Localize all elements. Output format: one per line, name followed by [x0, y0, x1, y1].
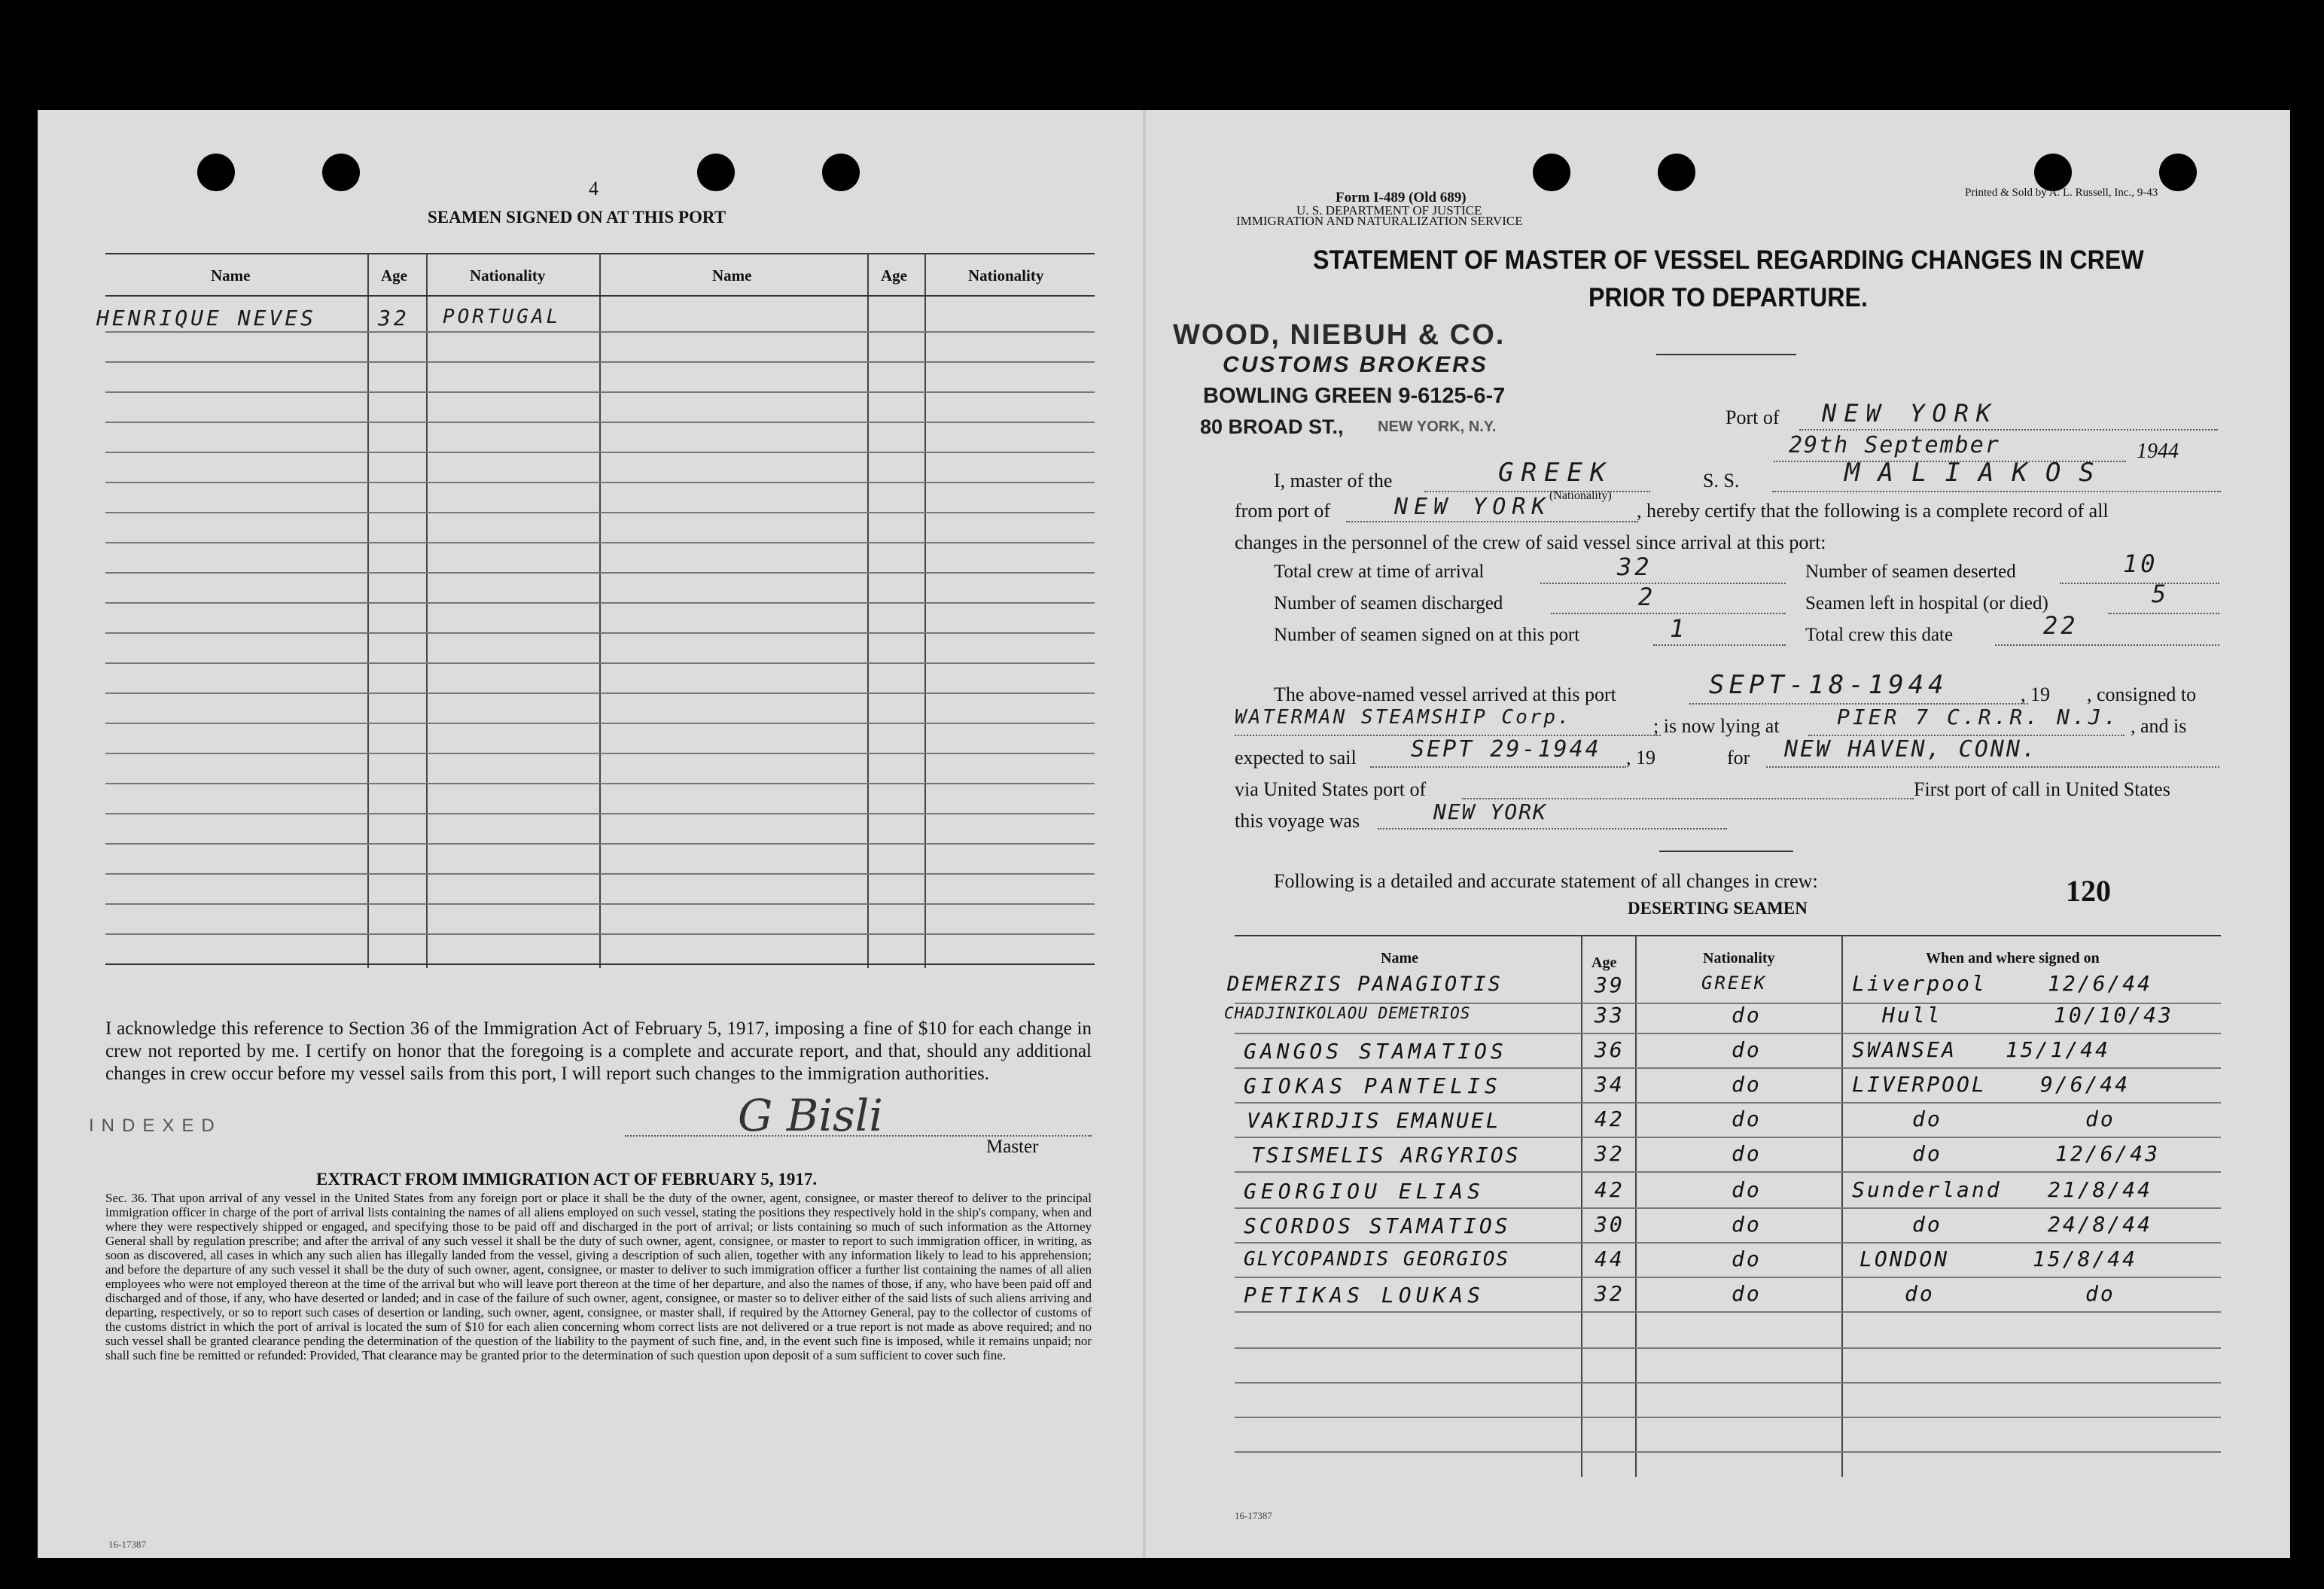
voyage-value: NEW YORK: [1433, 799, 1547, 824]
deserter-nationality: do: [1732, 1177, 1762, 1202]
deserter-age: 32: [1595, 1141, 1625, 1166]
deserter-when: 9/6/44: [2040, 1072, 2131, 1097]
deserter-where: do: [1912, 1141, 1942, 1166]
col-header-name: Name: [1381, 950, 1418, 966]
signed-on-value: 1: [1670, 614, 1688, 643]
for-value: NEW HAVEN, CONN.: [1784, 736, 2038, 763]
deserter-name: GANGOS STAMATIOS: [1244, 1039, 1507, 1064]
consigned-label: , consigned to: [2087, 683, 2197, 705]
left-page-title: SEAMEN SIGNED ON AT THIS PORT: [428, 208, 726, 227]
deserter-name: TSISMELIS ARGYRIOS: [1251, 1143, 1521, 1167]
deserter-age: 42: [1595, 1107, 1625, 1131]
statement-title-1: STATEMENT OF MASTER OF VESSEL REGARDING CHANGES IN CREW: [1313, 245, 2144, 275]
lying-value: PIER 7 C.R.R. N.J.: [1837, 705, 2120, 729]
page-fold: [1143, 110, 1146, 1558]
deserter-age: 32: [1595, 1281, 1625, 1306]
title-rule: [1656, 354, 1796, 355]
deserter-name: PETIKAS LOUKAS: [1244, 1283, 1485, 1307]
statement-title-2: PRIOR TO DEPARTURE.: [1588, 283, 1868, 312]
punch-hole: [197, 154, 235, 191]
arrived-value: SEPT-18-1944: [1709, 670, 1948, 700]
deserter-nationality: do: [1732, 1281, 1762, 1306]
seamen-signed-on-table: [96, 253, 1095, 968]
arrived-label: The above-named vessel arrived at this port: [1274, 683, 1616, 705]
broker-stamp-line2: CUSTOMS BROKERS: [1223, 352, 1488, 377]
deserted-value: 10: [2123, 549, 2158, 578]
punch-hole: [2034, 154, 2072, 191]
expected-value: SEPT 29-1944: [1411, 736, 1601, 763]
index-stamp: INDEXED: [89, 1116, 222, 1136]
deserter-where: do: [1912, 1212, 1942, 1237]
deserter-name: DEMERZIS PANAGIOTIS: [1227, 973, 1503, 996]
broker-stamp-line1: WOOD, NIEBUH & CO.: [1173, 319, 1506, 351]
expected-label: expected to sail: [1235, 747, 1357, 769]
total-crew-arrival-label: Total crew at time of arrival: [1274, 562, 1485, 582]
deserter-where: do: [1905, 1281, 1935, 1306]
deserter-where: SWANSEA: [1852, 1037, 1957, 1062]
punch-hole: [2159, 154, 2197, 191]
signed-on-name: HENRIQUE NEVES: [96, 306, 317, 330]
printer-credit: Printed & Sold by A. L. Russell, Inc., 9-43: [1965, 187, 2158, 199]
deserter-age: 30: [1595, 1212, 1625, 1237]
port-value: NEW YORK: [1822, 399, 1999, 428]
deserter-nationality: do: [1732, 1212, 1762, 1237]
col-header-when-where: When and where signed on: [1926, 950, 2100, 966]
deserter-when: 15/8/44: [2033, 1247, 2138, 1271]
signed-on-age: 32: [378, 306, 410, 330]
broker-stamp-line3: BOWLING GREEN 9-6125-6-7: [1203, 384, 1506, 408]
total-today-label: Total crew this date: [1805, 625, 1954, 645]
from-port-value: NEW YORK: [1394, 494, 1552, 520]
consignee-value: WATERMAN STEAMSHIP Corp.: [1235, 706, 1572, 729]
and-is-label: , and is: [2131, 715, 2187, 737]
deserter-age: 34: [1595, 1072, 1625, 1097]
deserter-name: GEORGIOU ELIAS: [1244, 1179, 1485, 1204]
master-signature: G Bisli: [738, 1090, 883, 1141]
deserter-name: GIOKAS PANTELIS: [1244, 1073, 1502, 1098]
deserter-when: 12/6/43: [2055, 1141, 2161, 1166]
deserter-where: Hull: [1882, 1003, 1942, 1027]
voyage-label: this voyage was: [1235, 810, 1360, 832]
deserter-name: VAKIRDJIS EMANUEL: [1247, 1108, 1501, 1133]
punch-hole: [1658, 154, 1695, 191]
deserter-when: 21/8/44: [2048, 1177, 2153, 1202]
deserter-nationality: GREEK: [1701, 973, 1768, 994]
deserter-when: 24/8/44: [2048, 1212, 2153, 1237]
deserter-when: 12/6/44: [2048, 971, 2153, 996]
first-port-label: First port of call in United States: [1914, 778, 2170, 800]
deserter-nationality: do: [1732, 1003, 1762, 1027]
certify-text-2: changes in the personnel of the crew of said vessel since arrival at this port:: [1235, 531, 1826, 553]
total-crew-arrival: 32: [1617, 552, 1652, 581]
punch-hole: [697, 154, 735, 191]
col-header-age: Age: [381, 266, 407, 285]
certify-text: , hereby certify that the following is a complete record of all: [1637, 500, 2109, 522]
deserter-name: SCORDOS STAMATIOS: [1244, 1213, 1511, 1238]
master-label: Master: [986, 1137, 1039, 1157]
deserter-when: 10/10/43: [2054, 1003, 2173, 1027]
deserter-nationality: do: [1732, 1141, 1762, 1166]
vessel-name: MALIAKOS: [1844, 458, 2112, 488]
broker-stamp-line5: NEW YORK, N.Y.: [1378, 419, 1497, 435]
nationality-caption: (Nationality): [1549, 489, 1612, 502]
discharged-label: Number of seamen discharged: [1274, 593, 1503, 613]
hospital-value: 5: [2152, 580, 2170, 608]
deserter-when: do: [2085, 1107, 2115, 1131]
col-header-nationality-2: Nationality: [968, 266, 1044, 285]
extract-text: Sec. 36. That upon arrival of any vessel in the United States from any foreign port or place it shall be the duty of the owner, agent, consignee, or master thereof to deliver to the principal immigration officer in charge of the port of arrival lists containing the names of all aliens employed on such vessel, stating the positions they respectively hold in the ship's company, when and where they were respectively shipped or engaged, and specifying those to be paid off and discharged in the port of arrival; or lists containing so much of such information as the Attorney General shall by regulation prescribe; and after the arrival of any such vessel it shall be the duty of such owner, agent, consignee, or master to report to such immigration officer, in writing, as soon as discovered, all cases in which any such alien has illegally landed from the vessel, giving a description of such alien, together with any information likely to lead to his apprehension; and before the departure of any such vessel it shall be the duty of such owner, agent, consignee, or master to deliver to such immigration officer a further list containing the names of all alien employees who were not employed thereon at the time of the arrival but who will leave port thereon at the time of her departure, and also the names of those, if any, who have been paid off and discharged and of those, if any, who have deserted or landed; and in case of the failure of such owner, agent, consignee, or master so to deliver either of the said lists of such aliens arriving and departing, respectively, or so to report such cases of desertion or landing, such owner, agent, consignee, or master shall, if required by the Attorney General, pay to the collector of customs of the customs district in which the port of arrival is located the sum of $10 for each alien concerning whom correct lists are not delivered or a true report is not made as above required; and no such vessel shall be granted clearance pending the determination of the question of the liability to the payment of such fine, and, in the event such fine is imposed, while it remains unpaid; nor shall such fine be remitted or refunded: Provided, That clearance may be granted prior to the determination of such question upon deposit of a sum sufficient to cover such fine.: [105, 1191, 1092, 1362]
deserter-where: LIVERPOOL: [1852, 1072, 1987, 1097]
deserter-where: LONDON: [1860, 1247, 1950, 1271]
deserter-age: 36: [1595, 1037, 1625, 1062]
deserting-title: DESERTING SEAMEN: [1628, 899, 1808, 918]
count-stamp: 120: [2066, 874, 2111, 908]
deserter-age: 33: [1595, 1003, 1625, 1027]
from-port-label: from port of: [1235, 500, 1331, 522]
port-label: Port of: [1725, 406, 1780, 428]
deserting-seamen-table: [1224, 935, 2221, 1477]
col-header-nationality: Nationality: [1703, 950, 1775, 966]
discharged-value: 2: [1638, 583, 1656, 611]
master-of-label: I, master of the: [1274, 470, 1393, 492]
for-label: for: [1727, 747, 1750, 769]
lying-label: ; is now lying at: [1653, 715, 1780, 737]
deserter-where: Sunderland: [1852, 1177, 2002, 1202]
via-label: via United States port of: [1235, 778, 1427, 800]
broker-stamp-line4: 80 BROAD ST.,: [1200, 416, 1344, 438]
col-header-age: Age: [1591, 954, 1617, 971]
deserter-age: 42: [1595, 1177, 1625, 1202]
col-header-nationality: Nationality: [470, 266, 546, 285]
deserter-age: 39: [1595, 973, 1625, 997]
following-label: Following is a detailed and accurate statement of all changes in crew:: [1274, 870, 1818, 892]
deserter-nationality: do: [1732, 1247, 1762, 1271]
deserter-where: do: [1912, 1107, 1942, 1131]
deserter-when: 15/1/44: [2006, 1037, 2111, 1062]
section-rule: [1659, 851, 1793, 852]
col-header-name-2: Name: [712, 266, 752, 285]
acknowledgement-text: I acknowledge this reference to Section 36 of the Immigration Act of February 5, 1917, imposing a fine of $10 for each change in crew not reported by me. I certify on honor that the foregoing is a complete and accurate report, and that, should any additional changes in crew occur before my vessel sails from this port, I will report such changes to the immigration authorities.: [105, 1018, 1092, 1084]
deserter-name: CHADJINIKOLAOU DEMETRIOS: [1224, 1004, 1471, 1022]
deserter-where: Liverpool: [1852, 971, 1987, 996]
deserter-nationality: do: [1732, 1037, 1762, 1062]
deserter-name: GLYCOPANDIS GEORGIOS: [1244, 1248, 1510, 1271]
page-number: 4: [589, 178, 599, 199]
deserter-when: do: [2085, 1281, 2115, 1306]
deserter-nationality: do: [1732, 1072, 1762, 1097]
year-value: 1944: [2137, 440, 2179, 463]
expected-19: , 19: [1626, 747, 1655, 769]
punch-hole: [1533, 154, 1570, 191]
deserter-nationality: do: [1732, 1107, 1762, 1131]
service: IMMIGRATION AND NATURALIZATION SERVICE: [1236, 214, 1523, 228]
hospital-label: Seamen left in hospital (or died): [1805, 593, 2048, 613]
nationality-value: GREEK: [1498, 458, 1613, 488]
signed-on-label: Number of seamen signed on at this port: [1274, 625, 1580, 645]
date-value: 29th September: [1789, 432, 2000, 458]
arrived-19: , 19: [2021, 683, 2050, 705]
extract-title: EXTRACT FROM IMMIGRATION ACT OF FEBRUARY 5, 1917.: [316, 1170, 818, 1189]
punch-hole: [322, 154, 360, 191]
ss-label: S. S.: [1703, 470, 1740, 492]
deserted-label: Number of seamen deserted: [1805, 562, 2016, 582]
deserter-age: 44: [1595, 1247, 1625, 1271]
right-form-code: 16-17387: [1235, 1510, 1272, 1521]
department: U. S. DEPARTMENT OF JUSTICE: [1296, 203, 1482, 218]
left-form-code: 16-17387: [108, 1539, 146, 1550]
punch-hole: [822, 154, 860, 191]
col-header-age-2: Age: [881, 266, 907, 285]
total-today-value: 22: [2043, 611, 2079, 640]
form-id: Form I-489 (Old 689): [1336, 190, 1467, 205]
col-header-name: Name: [211, 266, 251, 285]
signed-on-nationality: PORTUGAL: [443, 306, 562, 328]
